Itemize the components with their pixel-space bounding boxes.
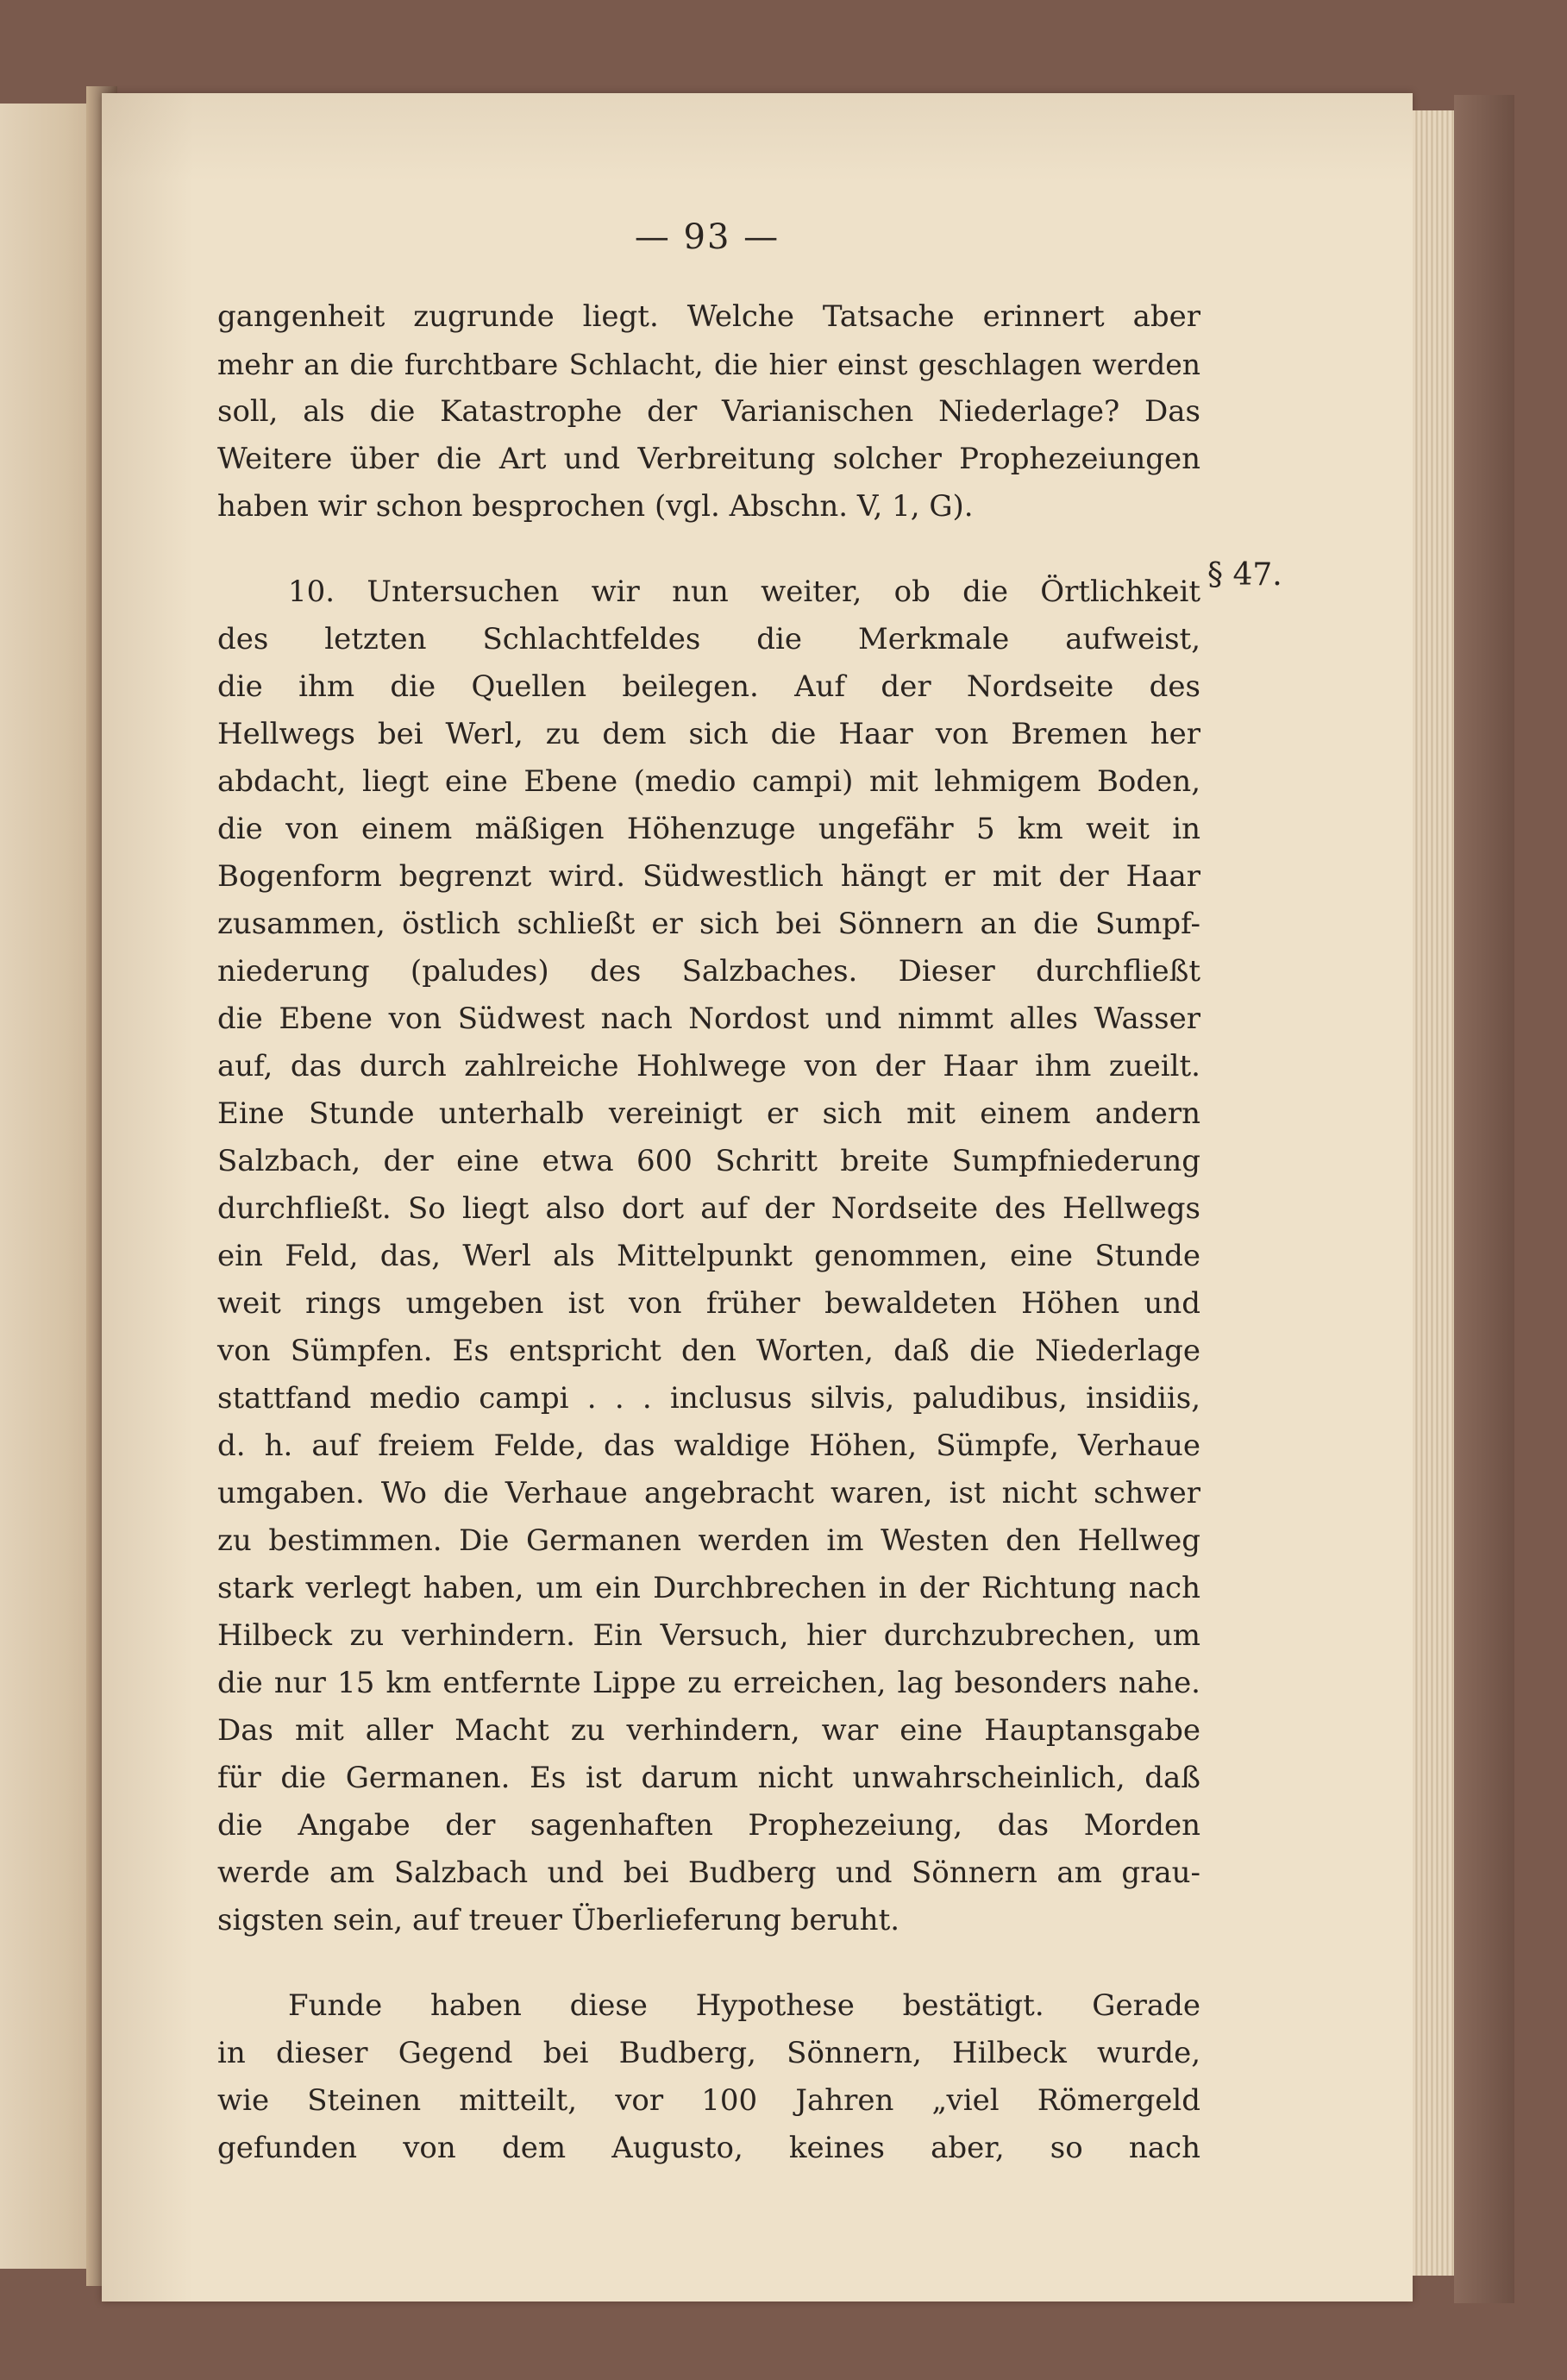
text-line: die ihm die Quellen beilegen. Auf der Nordseite des: [217, 669, 1200, 704]
paragraph: [217, 293, 1200, 531]
text-line: weit rings umgeben ist von früher bewaldeten Höhen und: [217, 1286, 1200, 1321]
text-line: Das mit aller Macht zu verhindern, war eine Hauptansgabe: [217, 1713, 1200, 1748]
text-line: sigsten sein, auf treuer Überlieferung beruht.: [217, 1903, 900, 1937]
text-line: 10. Untersuchen wir nun weiter, ob die Örtlichkeit: [288, 575, 1200, 609]
text-line: Bogenform begrenzt wird. Südwestlich hängt er mit der Haar: [217, 859, 1200, 894]
section-marginal-note: § 47.: [1207, 557, 1282, 593]
text-line: d. h. auf freiem Felde, das waldige Höhen, Sümpfe, Verhaue: [217, 1429, 1200, 1463]
text-line: niederung (paludes) des Salzbaches. Dieser durchfließt: [217, 954, 1200, 989]
paragraph-gap: [217, 531, 1200, 568]
book-cover-edge: [1454, 95, 1514, 2303]
text-line: zu bestimmen. Die Germanen werden im Westen den Hellweg: [217, 1523, 1200, 1558]
text-line: Funde haben diese Hypothese bestätigt. Gerade: [288, 1988, 1200, 2023]
text-line: die Ebene von Südwest nach Nordost und nimmt alles Wasser: [217, 1002, 1200, 1036]
text-line: abdacht, liegt eine Ebene (medio campi) mit lehmigem Boden,: [217, 764, 1200, 799]
text-line: Salzbach, der eine etwa 600 Schritt breite Sumpfniederung: [217, 1144, 1200, 1178]
text-line: für die Germanen. Es ist darum nicht unwahrscheinlich, daß: [217, 1761, 1200, 1795]
text-line: wie Steinen mitteilt, vor 100 Jahren „viel Römergeld: [217, 2083, 1200, 2118]
paragraph-gap: [217, 1944, 1200, 1982]
text-line: des letzten Schlachtfeldes die Merkmale aufweist,: [217, 622, 1200, 656]
text-line: in dieser Gegend bei Budberg, Sönnern, Hilbeck wurde,: [217, 2036, 1200, 2070]
text-line: stattfand medio campi . . . inclusus silvis, paludibus, insidiis,: [217, 1381, 1200, 1416]
page-body-text: [217, 293, 1200, 2172]
text-line: ein Feld, das, Werl als Mittelpunkt genommen, eine Stunde: [217, 1239, 1200, 1273]
text-line: die nur 15 km entfernte Lippe zu erreichen, lag besonders nahe.: [217, 1666, 1200, 1700]
page-number: — 93 —: [634, 217, 780, 257]
text-line: die von einem mäßigen Höhenzuge ungefähr 5 km weit in: [217, 812, 1200, 846]
text-line: gangenheit zugrunde liegt. Welche Tatsache erinnert aber: [217, 299, 1200, 334]
text-line: die Angabe der sagenhaften Prophezeiung, das Morden: [217, 1808, 1200, 1843]
text-line: auf, das durch zahlreiche Hohlwege von der Haar ihm zueilt.: [217, 1049, 1200, 1083]
paragraph: [217, 568, 1200, 1944]
text-line: durchfließt. So liegt also dort auf der Nordseite des Hellwegs: [217, 1191, 1200, 1226]
text-line: Eine Stunde unterhalb vereinigt er sich mit einem andern: [217, 1096, 1200, 1131]
text-line: soll, als die Katastrophe der Varianischen Niederlage? Das: [217, 394, 1200, 429]
text-line: Hilbeck zu verhindern. Ein Versuch, hier durchzubrechen, um: [217, 1618, 1200, 1653]
text-line: umgaben. Wo die Verhaue angebracht waren, ist nicht schwer: [217, 1476, 1200, 1510]
paragraph: [217, 1982, 1200, 2172]
text-line: stark verlegt haben, um ein Durchbrechen in der Richtung nach: [217, 1571, 1200, 1605]
text-line: Hellwegs bei Werl, zu dem sich die Haar von Bremen her: [217, 717, 1200, 751]
text-line: werde am Salzbach und bei Budberg und Sönnern am grau-: [217, 1856, 1200, 1890]
page-block-edges: [1413, 110, 1454, 2276]
text-line: Weitere über die Art und Verbreitung solcher Prophezeiungen: [217, 442, 1200, 476]
text-line: zusammen, östlich schließt er sich bei Sönnern an die Sumpf-: [217, 907, 1200, 941]
text-line: mehr an die furchtbare Schlacht, die hier einst geschlagen werden: [217, 348, 1200, 381]
text-line: gefunden von dem Augusto, keines aber, so nach: [217, 2131, 1200, 2165]
text-line: von Sümpfen. Es entspricht den Worten, daß die Niederlage: [217, 1334, 1200, 1368]
text-line: haben wir schon besprochen (vgl. Abschn. V, 1, G).: [217, 489, 974, 524]
